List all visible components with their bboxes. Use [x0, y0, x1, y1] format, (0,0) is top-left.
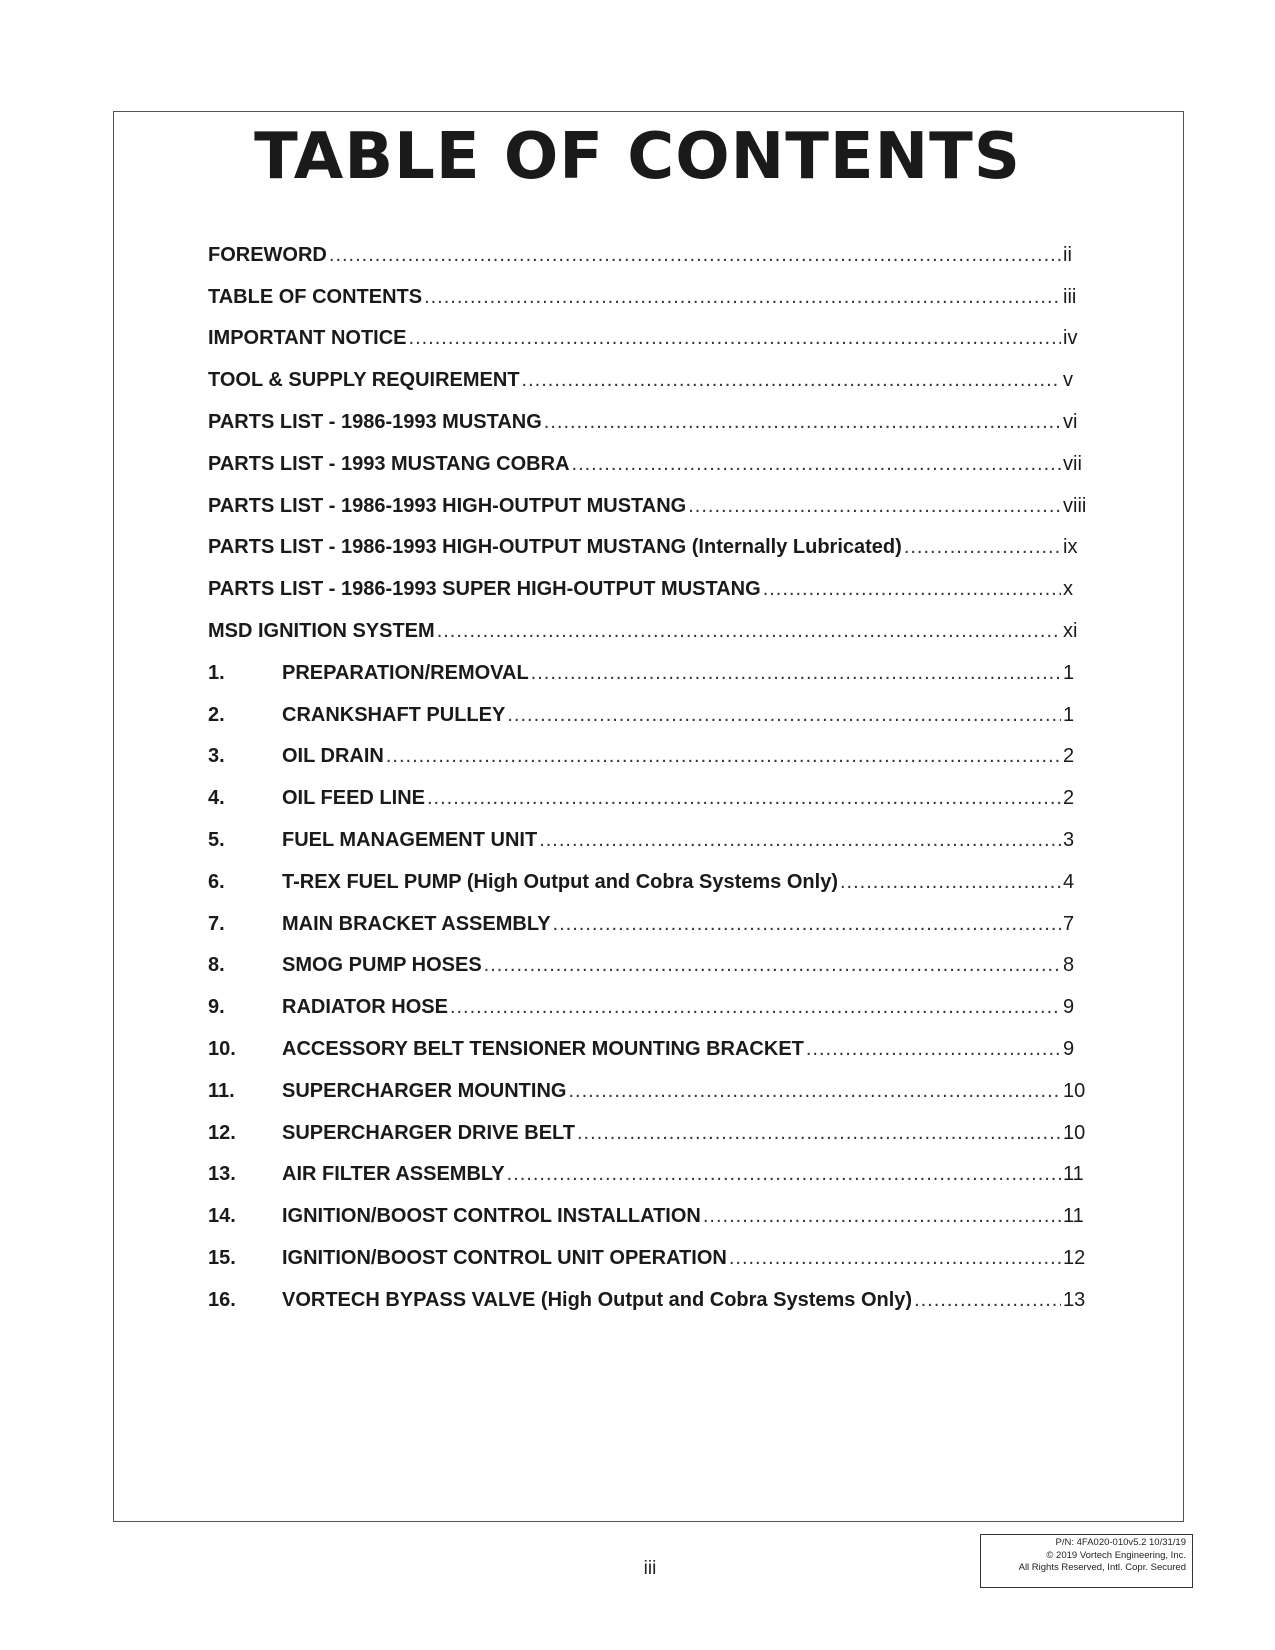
- toc-entry-page: ix: [1063, 536, 1078, 559]
- toc-entry-page: vi: [1063, 410, 1078, 433]
- toc-entry-label: PARTS LIST - 1986-1993 MUSTANG: [208, 410, 542, 433]
- toc-entry-label: ACCESSORY BELT TENSIONER MOUNTING BRACKET: [282, 1037, 804, 1060]
- toc-entry[interactable]: [208, 860, 1123, 902]
- toc-entry-label: AIR FILTER ASSEMBLY: [282, 1163, 505, 1186]
- toc-list: [208, 233, 1123, 1320]
- toc-entry-label: SMOG PUMP HOSES: [282, 954, 482, 977]
- toc-entry-label: OIL DRAIN: [282, 745, 384, 768]
- page-number: iii: [643, 1558, 657, 1579]
- toc-entry[interactable]: [208, 567, 1123, 609]
- page-title: TABLE OF CONTENTS: [254, 120, 1021, 194]
- toc-entry-label: PARTS LIST - 1986-1993 HIGH-OUTPUT MUSTANG (Internally Lubricated): [208, 536, 902, 559]
- toc-entry-label: T-REX FUEL PUMP (High Output and Cobra Systems Only): [282, 870, 838, 893]
- toc-entry[interactable]: [208, 902, 1123, 944]
- toc-entry-number: 3.: [208, 745, 225, 768]
- part-number: P/N: 4FA020-010v5.2 10/31/19: [1055, 1537, 1186, 1548]
- toc-entry-number: 10.: [208, 1037, 236, 1060]
- toc-entry-page: 10: [1063, 1121, 1086, 1144]
- toc-entry-label: PARTS LIST - 1993 MUSTANG COBRA: [208, 452, 570, 475]
- dot-leader: [914, 1288, 1061, 1312]
- toc-entry[interactable]: [208, 651, 1123, 693]
- toc-entry[interactable]: [208, 985, 1123, 1027]
- toc-entry-number: 5.: [208, 828, 225, 851]
- toc-entry-page: 9: [1063, 996, 1075, 1019]
- toc-entry-label: IGNITION/BOOST CONTROL UNIT OPERATION: [282, 1246, 727, 1269]
- toc-entry-number: 7.: [208, 912, 225, 935]
- toc-entry-page: 7: [1063, 912, 1075, 935]
- toc-entry-number: 16.: [208, 1288, 236, 1311]
- toc-entry-number: 15.: [208, 1246, 236, 1269]
- toc-entry-label: PARTS LIST - 1986-1993 SUPER HIGH-OUTPUT MUSTANG: [208, 578, 761, 601]
- dot-leader: [688, 494, 1061, 518]
- toc-entry[interactable]: [208, 818, 1123, 860]
- toc-entry[interactable]: [208, 735, 1123, 777]
- toc-entry-page: x: [1063, 578, 1073, 601]
- dot-leader: [840, 870, 1061, 894]
- toc-entry-page: xi: [1063, 619, 1078, 642]
- copyright-line: © 2019 Vortech Engineering, Inc.: [1046, 1549, 1186, 1561]
- toc-entry[interactable]: [208, 1278, 1123, 1320]
- dot-leader: [386, 744, 1061, 768]
- toc-entry-page: 2: [1063, 787, 1075, 810]
- dot-leader: [904, 535, 1061, 559]
- toc-entry-label: IMPORTANT NOTICE: [208, 327, 407, 350]
- toc-entry-label: VORTECH BYPASS VALVE (High Output and Cobra Systems Only): [282, 1288, 913, 1311]
- dot-leader: [409, 326, 1061, 350]
- toc-entry-label: IGNITION/BOOST CONTROL INSTALLATION: [282, 1205, 701, 1228]
- toc-entry[interactable]: [208, 609, 1123, 651]
- toc-entry-number: 11.: [208, 1079, 235, 1102]
- toc-entry-page: 3: [1063, 828, 1075, 851]
- toc-entry[interactable]: [208, 233, 1123, 275]
- dot-leader: [544, 410, 1061, 434]
- toc-entry[interactable]: [208, 1069, 1123, 1111]
- toc-entry[interactable]: [208, 1027, 1123, 1069]
- rights-line: All Rights Reserved, Intl. Copr. Secured: [1018, 1562, 1186, 1573]
- dot-leader: [572, 452, 1061, 476]
- toc-entry-page: 12: [1063, 1246, 1086, 1269]
- toc-entry-page: 13: [1063, 1288, 1086, 1311]
- dot-leader: [329, 243, 1061, 267]
- toc-entry[interactable]: [208, 400, 1123, 442]
- toc-entry-label: TABLE OF CONTENTS: [208, 285, 423, 308]
- dot-leader: [507, 703, 1061, 727]
- toc-entry-page: 2: [1063, 745, 1075, 768]
- toc-entry-label: FUEL MANAGEMENT UNIT: [282, 828, 538, 851]
- toc-entry-page: 11: [1063, 1163, 1084, 1186]
- toc-entry-page: vii: [1063, 452, 1082, 475]
- toc-entry[interactable]: [208, 358, 1123, 400]
- toc-entry-number: 2.: [208, 703, 225, 726]
- toc-entry-label: SUPERCHARGER DRIVE BELT: [282, 1121, 575, 1144]
- toc-entry-page: 10: [1063, 1079, 1086, 1102]
- toc-entry-label: MSD IGNITION SYSTEM: [208, 619, 435, 642]
- toc-entry-page: viii: [1063, 494, 1087, 517]
- toc-entry-number: 6.: [208, 870, 225, 893]
- toc-entry[interactable]: [208, 484, 1123, 526]
- toc-entry[interactable]: [208, 1111, 1123, 1153]
- toc-entry-page: ii: [1063, 243, 1072, 266]
- part-number-box: [980, 1534, 1193, 1588]
- dot-leader: [729, 1246, 1061, 1270]
- toc-entry-number: 14.: [208, 1205, 236, 1228]
- dot-leader: [577, 1121, 1061, 1145]
- toc-entry-page: 1: [1063, 661, 1075, 684]
- toc-entry-label: CRANKSHAFT PULLEY: [282, 703, 506, 726]
- toc-entry-label: FOREWORD: [208, 243, 327, 266]
- dot-leader: [450, 995, 1061, 1019]
- dot-leader: [703, 1204, 1061, 1228]
- toc-entry[interactable]: [208, 1236, 1123, 1278]
- dot-leader: [507, 1162, 1061, 1186]
- dot-leader: [568, 1079, 1061, 1103]
- toc-entry[interactable]: [208, 317, 1123, 359]
- toc-entry-page: iii: [1063, 285, 1077, 308]
- toc-entry-page: 4: [1063, 870, 1075, 893]
- dot-leader: [763, 577, 1061, 601]
- toc-entry[interactable]: [208, 1194, 1123, 1236]
- dot-leader: [539, 828, 1061, 852]
- toc-entry[interactable]: [208, 693, 1123, 735]
- toc-entry-page: 1: [1063, 703, 1075, 726]
- toc-entry[interactable]: [208, 275, 1123, 317]
- toc-entry-label: SUPERCHARGER MOUNTING: [282, 1079, 567, 1102]
- toc-entry-page: 9: [1063, 1037, 1075, 1060]
- toc-entry-label: PREPARATION/REMOVAL: [282, 661, 529, 684]
- dot-leader: [484, 953, 1061, 977]
- toc-entry[interactable]: [208, 944, 1123, 986]
- toc-entry-page: 11: [1063, 1205, 1084, 1228]
- toc-entry[interactable]: [208, 1153, 1123, 1195]
- toc-entry-number: 8.: [208, 954, 225, 977]
- toc-entry-page: v: [1063, 369, 1073, 392]
- toc-entry-label: OIL FEED LINE: [282, 787, 425, 810]
- toc-entry-number: 12.: [208, 1121, 236, 1144]
- toc-entry-number: 13.: [208, 1163, 236, 1186]
- toc-entry-page: 8: [1063, 954, 1075, 977]
- dot-leader: [427, 786, 1061, 810]
- toc-entry-label: TOOL & SUPPLY REQUIREMENT: [208, 369, 520, 392]
- toc-entry[interactable]: [208, 776, 1123, 818]
- toc-entry[interactable]: [208, 442, 1123, 484]
- dot-leader: [806, 1037, 1061, 1061]
- toc-entry-label: PARTS LIST - 1986-1993 HIGH-OUTPUT MUSTANG: [208, 494, 687, 517]
- toc-entry-label: MAIN BRACKET ASSEMBLY: [282, 912, 551, 935]
- dot-leader: [437, 619, 1061, 643]
- toc-entry[interactable]: [208, 526, 1123, 568]
- toc-entry-label: RADIATOR HOSE: [282, 996, 448, 1019]
- toc-entry-number: 4.: [208, 787, 225, 810]
- dot-leader: [531, 661, 1061, 685]
- toc-entry-number: 9.: [208, 996, 225, 1019]
- dot-leader: [553, 912, 1061, 936]
- dot-leader: [424, 285, 1061, 309]
- toc-entry-page: iv: [1063, 327, 1078, 350]
- toc-entry-number: 1.: [208, 661, 225, 684]
- dot-leader: [522, 368, 1061, 392]
